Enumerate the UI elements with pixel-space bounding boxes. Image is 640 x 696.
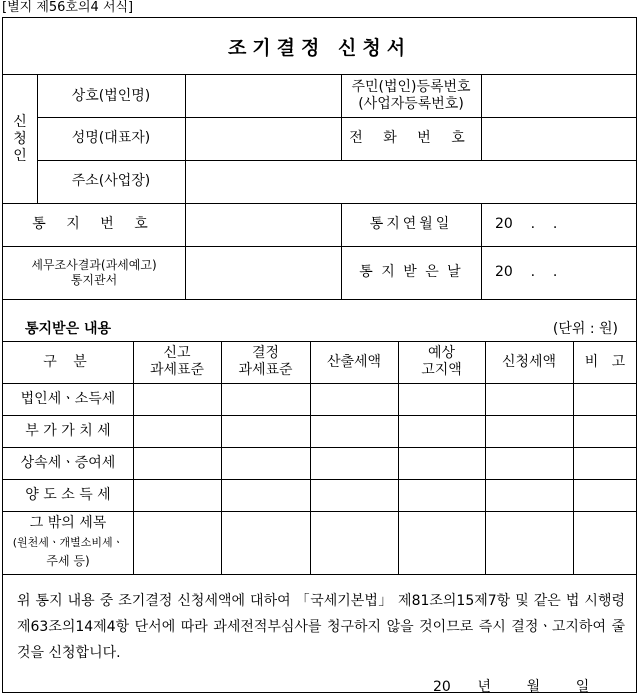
notice-number-label: 통 지 번 호 [32,216,156,232]
column-header [573,341,637,383]
address-label: 주소(사업장) [71,173,151,189]
column-header [398,341,485,383]
column-header [221,341,310,383]
registration-number-field[interactable] [481,75,637,117]
column-header-text: 신고 [163,345,191,361]
registration-number-label-line2: (사업자등록번호) [358,96,464,112]
column-header [133,341,221,383]
business-name-label: 상호(법인명) [71,87,151,104]
unit-label: (단위 : 원) [552,321,618,337]
notice-received-label: 통 지 받 은 날 [359,264,463,280]
tax-row-label-line: (원천세ㆍ개별소비세ㆍ [12,536,124,549]
registration-number-label-line1: 주민(법인)등록번호 [351,79,471,95]
business-name-field[interactable] [185,75,341,117]
phone-number-label: 전 화 번 호 [349,130,473,146]
registration-number-label [341,75,481,117]
column-header [485,341,573,383]
applicant-group-char: 신 [13,113,27,130]
column-header-text: 산출세액 [326,353,382,370]
notice-date-label: 통지연월일 [369,216,453,232]
column-header-text: 예상 [427,345,456,361]
applicant-group-label [3,75,37,203]
tax-row-label: 부 가 가 치 세 [25,422,111,439]
representative-name-field[interactable] [185,117,341,160]
notice-content-title: 통지받은 내용 [25,321,112,337]
applicant-group-char: 인 [13,147,27,164]
notice-office-label-line1: 세무조사결과(과세예고) [31,257,157,272]
notice-office-label [3,246,185,299]
tax-row-label [3,511,133,574]
application-statement: 위 통지 내용 중 조기결정 신청세액에 대하여 「국세기본법」 제81조의15제7항 및 같은 법 시행령 제63조의14제4항 단서에 따라 과세전적부심사를 청구하지 않을 것이므로 즉시 결정ㆍ고지하여 줄 것을 신청합니다. [17,593,625,661]
notice-office-label-line2: 통지관서 [70,272,118,287]
column-header-text: 과세표준 [238,362,293,378]
column-header-text: 결정 [251,345,280,361]
applicant-group-char: 청 [13,130,27,147]
notice-number-field[interactable] [185,203,341,246]
notice-date-field[interactable]: 20 . . [495,216,558,232]
notice-office-field[interactable] [185,246,341,299]
tax-row-label: 상속세ㆍ증여세 [20,454,116,471]
address-field[interactable] [185,160,637,203]
column-header-text: 구 분 [43,353,93,370]
tax-row-label-line: 주세 등) [46,554,90,568]
tax-row-label-line: 그 밖의 세목 [29,515,107,531]
form-title: 조기결정 신청서 [3,18,636,75]
column-header-text: 고지액 [421,362,462,378]
application-date-line: 20 년 월 일 [433,679,590,695]
column-header [3,341,133,383]
notice-received-field[interactable]: 20 . . [495,264,558,280]
early-decision-application-form [2,17,637,693]
column-header-text: 과세표준 [149,362,205,378]
phone-number-field[interactable] [481,117,637,160]
representative-name-label: 성명(대표자) [71,130,151,146]
column-header [310,341,398,383]
tax-row-label: 양 도 소 득 세 [25,486,111,503]
tax-row-label: 법인세ㆍ소득세 [20,390,116,407]
form-number-note: [별지 제56호의4 서식] [2,0,134,15]
column-header-text: 비 고 [584,353,626,370]
column-header-text: 신청세액 [501,353,557,370]
